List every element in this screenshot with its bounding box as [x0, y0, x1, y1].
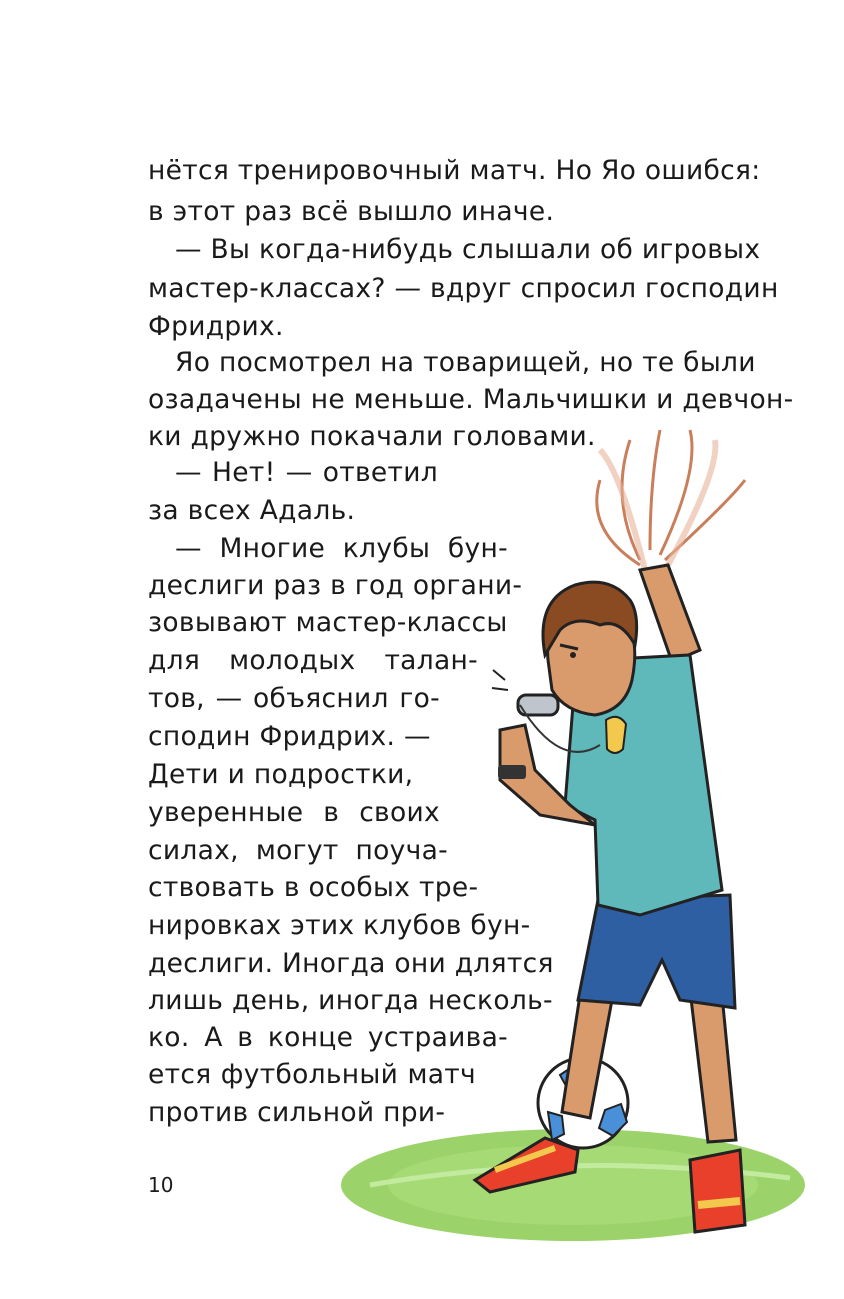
text-line: ется футбольный матч — [148, 1059, 476, 1090]
text-line: за всех Адаль. — [148, 495, 356, 526]
text-line: ки дружно покачали головами. — [148, 421, 596, 452]
text-line: Яо посмотрел на товарищей, но те были — [175, 347, 756, 378]
right-leg — [690, 990, 736, 1142]
text-line: ко. А в конце устраива- — [148, 1022, 508, 1053]
raised-arm — [640, 565, 700, 662]
text-line: — Вы когда-нибудь слышали об игровых — [175, 234, 761, 265]
text-line: тов, — объяснил го- — [148, 683, 440, 714]
text-line: лишь день, иногда несколь- — [148, 985, 553, 1016]
raised-hand-icon — [597, 430, 745, 570]
text-line: против сильной при- — [148, 1097, 446, 1128]
text-line: деслиги раз в год органи- — [148, 570, 523, 601]
text-line: в этот раз всё вышло иначе. — [148, 196, 555, 227]
referee-head — [543, 582, 637, 715]
wristband — [498, 765, 526, 779]
text-line: ствовать в особых тре- — [148, 872, 479, 903]
page-number: 10 — [148, 1173, 174, 1197]
text-line: Фридрих. — [148, 311, 284, 342]
text-line: силах, могут поуча- — [148, 835, 448, 866]
text-line: — Многие клубы бун- — [175, 533, 508, 564]
text-line: Дети и подростки, — [148, 759, 414, 790]
text-line: — Нет! — ответил — [175, 457, 438, 488]
shirt-badge-icon — [606, 717, 626, 753]
text-line: деслиги. Иногда они длятся — [148, 948, 554, 979]
text-line: сподин Фридрих. — — [148, 721, 431, 752]
text-line: озадачены не меньше. Мальчишки и девчон- — [148, 384, 794, 415]
shorts — [578, 895, 735, 1008]
text-line: уверенные в своих — [148, 797, 440, 828]
right-boot — [690, 1150, 745, 1232]
text-line: мастер-классах? — вдруг спросил господин — [148, 273, 779, 304]
text-line: для молодых талан- — [148, 645, 478, 676]
text-line: зовывают мастер-классы — [148, 607, 508, 638]
text-line: нировках этих клубов бун- — [148, 910, 531, 941]
text-line: нётся тренировочный матч. Но Яо ошибся: — [148, 155, 761, 186]
